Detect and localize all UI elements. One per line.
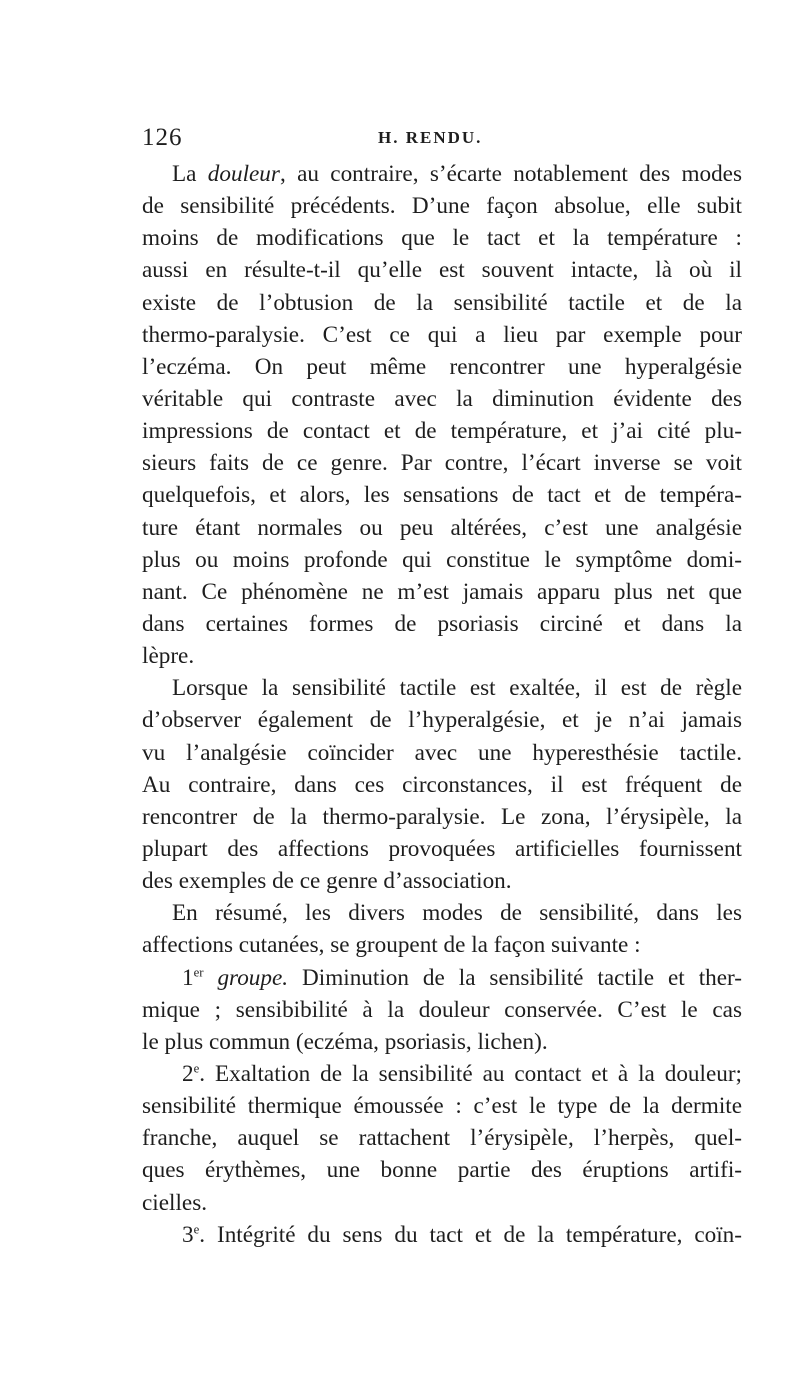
paragraph-line: existe de l’obtusion de la sensibilité tactile et de la [142, 289, 742, 316]
group-2-line: 2e. Exaltation de la sensibilité au contact et à la douleur; [182, 1060, 742, 1087]
paragraph-line: sieurs faits de ce genre. Par contre, l’écart inverse se voit [142, 450, 742, 477]
paragraph-line: aussi en résulte-t-il qu’elle est souvent intacte, là où il [142, 257, 742, 284]
paragraph-line: rencontrer de la thermo-paralysie. Le zona, l’érysipèle, la [142, 803, 742, 830]
paragraph-line: Au contraire, dans ces circonstances, il est fréquent de [142, 771, 742, 798]
paragraph-line: Lorsque la sensibilité tactile est exaltée, il est de règle [172, 675, 742, 702]
paragraph-line: ture étant normales ou peu altérées, c’est une analgésie [142, 514, 742, 541]
paragraph-line: cielles. [142, 1189, 208, 1216]
paragraph-line: lèpre. [142, 643, 195, 670]
paragraph-line: véritable qui contraste avec la diminution évidente des [142, 385, 742, 412]
paragraph-line: l’eczéma. On peut même rencontrer une hyperalgésie [142, 353, 742, 380]
paragraph-line: En résumé, les divers modes de sensibilité, dans les [172, 900, 742, 927]
paragraph-line: le plus commun (eczéma, psoriasis, lichen). [142, 1028, 548, 1055]
paragraph-line: impressions de contact et de température, et j’ai cité plu- [142, 418, 742, 445]
paragraph-line: plus ou moins profonde qui constitue le symptôme domi- [142, 546, 742, 573]
body-text [142, 158, 742, 1251]
paragraph-line: de sensibilité précédents. D’une façon absolue, elle subit [142, 193, 742, 220]
paragraph-line: moins de modifications que le tact et la température : [142, 225, 742, 252]
paragraph-line: nant. Ce phénomène ne m’est jamais apparu plus net que [142, 578, 742, 605]
page-header [142, 124, 742, 154]
paragraph-line: La douleur, au contraire, s’écarte notablement des modes [172, 161, 742, 187]
paragraph-line: vu l’analgésie coïncider avec une hyperesthésie tactile. [142, 739, 742, 766]
paragraph-line: ques érythèmes, une bonne partie des éruptions artifi- [142, 1157, 742, 1184]
paragraph-line: des exemples de ce genre d’association. [142, 868, 512, 895]
group-1-line: 1er groupe. Diminution de la sensibilité tactile et ther- [182, 964, 742, 991]
emphasis: douleur [207, 161, 280, 187]
paragraph-line: plupart des affections provoquées artificielles fournissent [142, 835, 742, 862]
paragraph-line: quelquefois, et alors, les sensations de tact et de tempéra- [142, 482, 742, 509]
emphasis: groupe. [217, 964, 289, 991]
paragraph-line: thermo-paralysie. C’est ce qui a lieu par exemple pour [142, 321, 742, 348]
paragraph-line: d’observer également de l’hyperalgésie, et je n’ai jamais [142, 707, 742, 734]
paragraph-line: sensibilité thermique émoussée : c’est le type de la dermite [142, 1093, 742, 1120]
running-head: H. RENDU. [378, 128, 483, 147]
paragraph-line: affections cutanées, se groupent de la façon suivante : [142, 932, 641, 959]
paragraph-line: franche, auquel se rattachent l’érysipèle, l’herpès, quel- [142, 1125, 742, 1152]
paragraph-line: dans certaines formes de psoriasis circiné et dans la [142, 610, 742, 637]
page-number: 126 [142, 124, 183, 151]
paragraph-line: mique ; sensibibilité à la douleur conservée. C’est le cas [142, 996, 742, 1023]
group-3-line: 3e. Intégrité du sens du tact et de la température, coïn- [182, 1221, 742, 1248]
